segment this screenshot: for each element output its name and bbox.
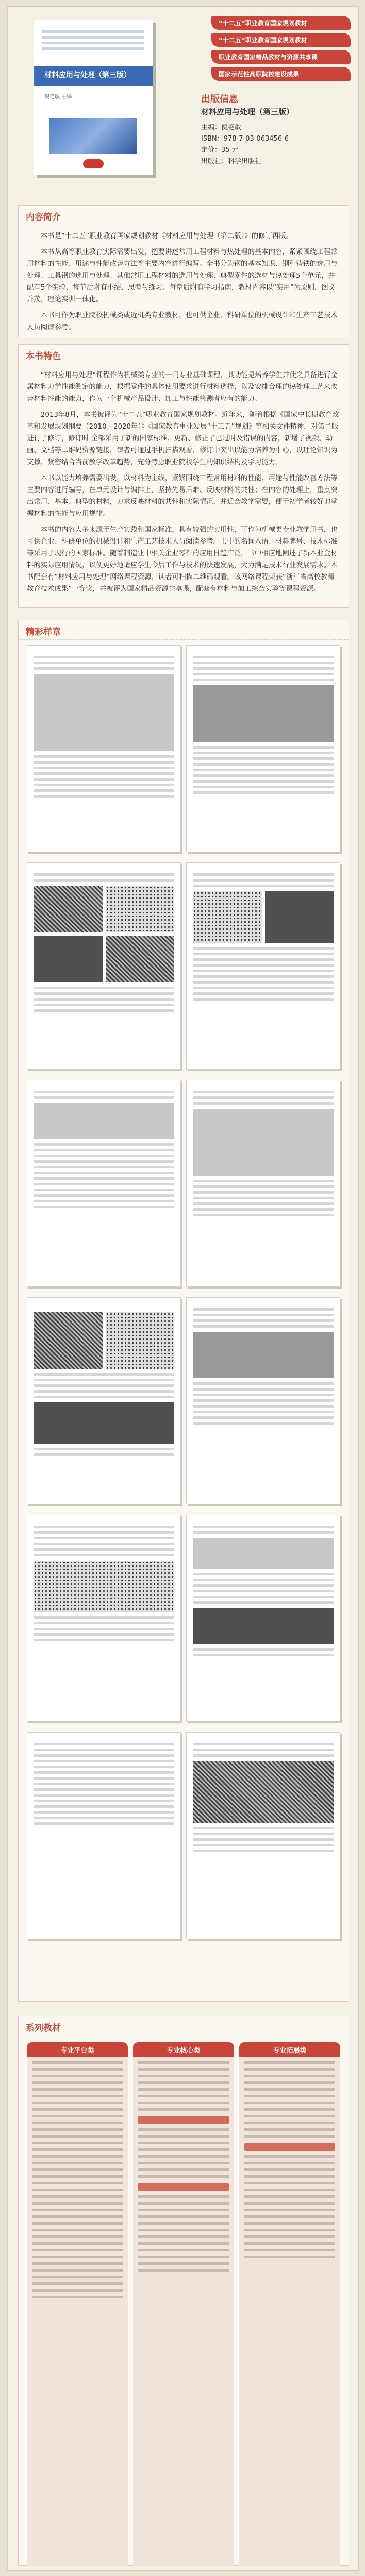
sample-page — [27, 1732, 181, 1939]
features-section — [18, 344, 349, 608]
sample-spread — [27, 1080, 340, 1287]
publish-editor: 主编：倪艳敏 — [201, 124, 242, 131]
samples-section — [18, 620, 349, 2002]
publish-publisher: 出版社：科学出版社 — [201, 158, 262, 165]
sample-pages — [27, 645, 340, 1950]
sample-page — [27, 1297, 181, 1504]
series-columns — [27, 2042, 340, 2566]
series-section — [18, 2016, 349, 2566]
samples-title: 精彩样章 — [19, 620, 349, 640]
intro-title: 内容简介 — [19, 206, 349, 225]
publish-info — [201, 92, 351, 167]
sample-spread — [27, 1515, 340, 1722]
features-body — [19, 364, 349, 604]
series-list — [27, 2057, 128, 2566]
book-cover — [34, 20, 153, 175]
publish-price: 定价：35 元 — [201, 146, 239, 154]
series-column-heading: 专业拓展类 — [239, 2042, 340, 2057]
intro-paragraph: 本书从高等职业教育实际需要出发，把要讲述常用工程材料与热处理的基本内容，紧紧围绕工程常用材料的性能、用途与性能改善方法等主要内容进行编写。全书分为钢的基本知识、钢和铸铁的选用与处理、工具钢的选用与处理、其他常用工程材料的选用与处理、典型零件的选材与热处理5个单元，并配有5个实验、每节后附有小结、思考与练习。每章后附有学习指南，教材内容以“实用”为原则，图文并茂，理论实训一体化。 — [27, 248, 338, 303]
sample-page — [27, 645, 181, 852]
award-badge: “十二五”职业教育国家规划教材 — [211, 33, 351, 47]
sample-page — [27, 1080, 181, 1287]
intro-section — [18, 205, 349, 337]
series-column — [239, 2042, 340, 2566]
cover-title: 材料应用与处理（第三版） — [44, 71, 131, 79]
intro-paragraph: 本书可作为职业院校机械类或近机类专业教材，也可供企业、科研单位的机械设计和生产工艺技术人员阅读参考。 — [27, 312, 338, 331]
award-badge: 国家示范性高职院校建设成果 — [211, 67, 351, 81]
series-list — [239, 2057, 340, 2566]
sample-spread — [27, 862, 340, 1070]
publish-book-title: 材料应用与处理（第三版） — [201, 107, 294, 116]
intro-paragraph: 本书是“十二五”职业教育国家规划教材《材料应用与处理（第二版）》的修订再版。 — [40, 232, 293, 240]
features-title: 本书特色 — [19, 345, 349, 364]
sample-page — [27, 862, 181, 1070]
sample-page — [186, 862, 340, 1070]
award-badge: “十二五”职业教育国家规划教材 — [211, 16, 351, 30]
award-badges — [211, 16, 351, 84]
cover-top-text — [42, 30, 144, 53]
features-paragraph: “材料应用与处理”课程作为机械类专业的一门专业基础课程，其功能是培养学生并使之具备进行金属材料力学性能测定的能力，根据零件的具体使用要求进行材料选择，以及安排合理的热处理工艺来改善材料性能的能力，作为一个机械产品设计、加工与性能检测者应有的能力。 — [27, 371, 338, 403]
publisher-logo — [83, 159, 104, 168]
sample-page — [186, 1515, 340, 1722]
series-column — [133, 2042, 234, 2566]
sample-spread — [27, 645, 340, 852]
sample-page — [186, 645, 340, 852]
features-paragraph: 本书以能力培养需要出发，以材料为主线，紧紧围绕工程常用材料的性能、用途与性能改善方法等主要内容进行编写，在单元设计与编排上，坚持先易后难、反映材料的共性；在内容的处理上，重点突出常用、基本、典型的材料，力求反映材料的共性和实际情况，并适合教学需要，便于初学者较好地掌握材料的性能与应用规律。 — [27, 474, 338, 518]
series-column — [27, 2042, 128, 2566]
award-badge: 职业教育国家精品教材与资源共享课 — [211, 50, 351, 64]
cover-illustration — [49, 118, 137, 154]
series-column-heading: 专业平台类 — [27, 2042, 128, 2057]
sample-page — [27, 1515, 181, 1722]
features-paragraph: 2013年8月，本书被评为“十二五”职业教育国家规划教材。近年来，随着根据《国家中长期教育改革和发展规划纲要（2010－2020年）》《国家教育事业发展“十三五”规划》等相关文件精神，对第二版进行了修订，修订时 全部采用了新的国家标准、更新、修正了已过时及错误的内容，新增了视频、动画、文档等二维码资源链接，读者可通过手机扫描观看，修订中突出以能力培养为中心，以理论知识为支撑，紧密结合当前教学改革趋势，充分考虑职业院校学生的知识结构及学习能力。 — [27, 411, 339, 466]
features-paragraph: 本书的内容大多来源于生产实践和国家标准，具有较强的实用性，可作为机械类专业教学用书，也可供企业、科研单位的机械设计和生产工艺技术人员阅读参考。书中的名词术语、材料牌号、技术标准等采用了现行的国家标准。随着制造业中相关企业零件的应用日趋广泛，书中相应地阐述了新本业金材料的实际应用情况，以便更好地适应学生今后工作与技术的快速发展，大力满足技术行业发展需求。本书配套有“材料应用与处理”网络课程资源，读者可扫描二维码观看。该网络课程荣获“浙江省高校教师教育技术成果”一等奖，并被评为国家精品资源共享课，配套有材料与加工综合实验等课程资源。 — [27, 526, 338, 593]
publish-heading: 出版信息 — [201, 94, 238, 105]
series-column-heading: 专业核心类 — [133, 2042, 234, 2057]
sample-page — [186, 1732, 340, 1939]
series-title: 系列教材 — [19, 2016, 349, 2036]
sample-page — [186, 1297, 340, 1504]
page-frame — [7, 6, 359, 2571]
sample-spread — [27, 1732, 340, 1939]
sample-page — [186, 1080, 340, 1287]
series-list — [133, 2057, 234, 2566]
header-banner — [8, 7, 358, 202]
publish-isbn: ISBN：978-7-03-063456-6 — [201, 135, 289, 143]
cover-author: 倪艳敏 主编 — [44, 94, 72, 100]
intro-body — [19, 225, 349, 343]
sample-spread — [27, 1297, 340, 1504]
